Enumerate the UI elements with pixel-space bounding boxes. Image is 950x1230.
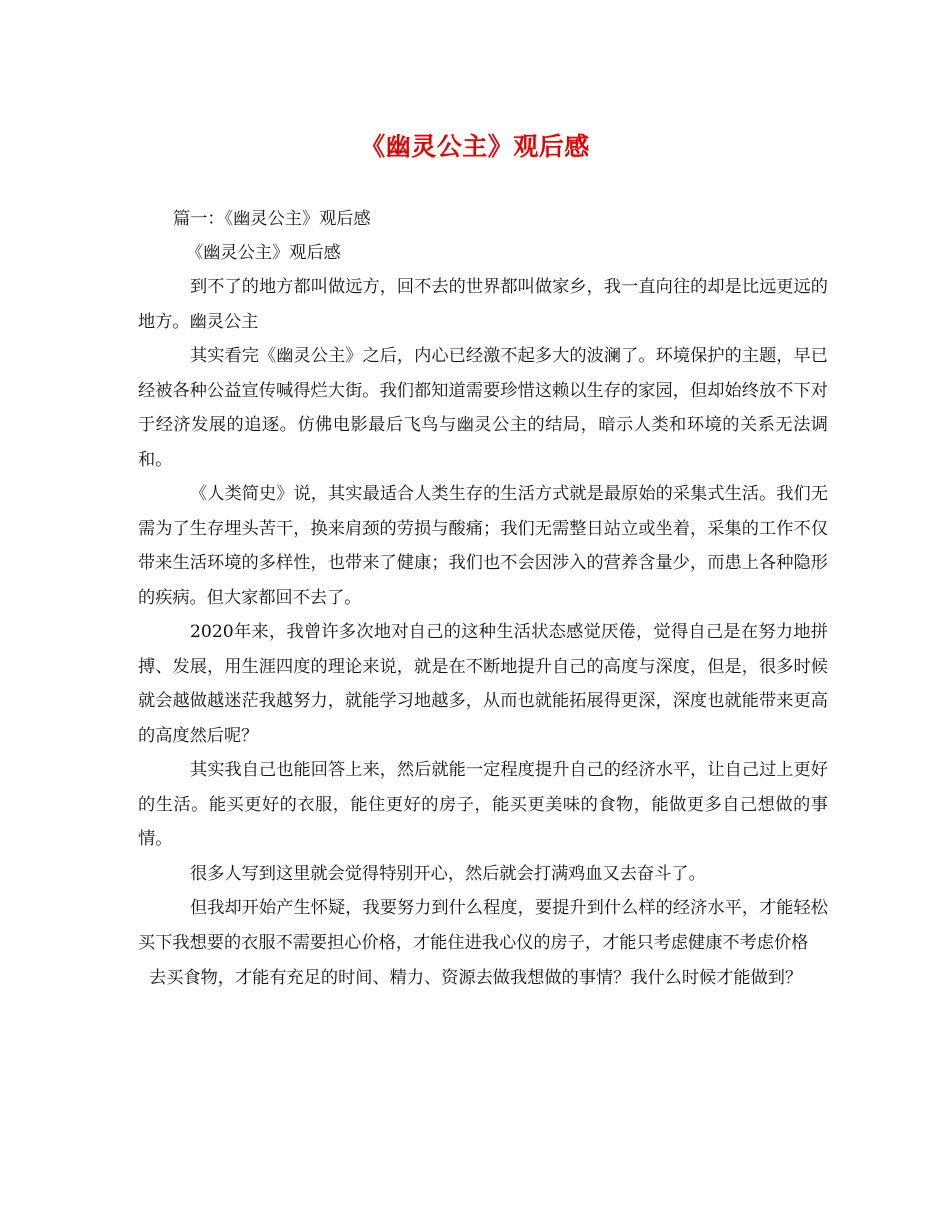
section-heading: 篇一：《幽灵公主》观后感 xyxy=(173,209,371,229)
paragraph: 2020年来，我曾许多次地对自己的这种生活状态感觉厌倦，觉得自己是在努力地拼搏、发展，用生涯四度的理论来说，就是在不断地提升自己的高度与深度，但是，很多时候就会越做越迷茫我越努力，就能学习地越多，从而也就能拓展得更深，深度也就能带来更高的高度然后呢？ xyxy=(138,622,828,746)
paragraph: 其实我自己也能回答上来，然后就能一定程度提升自己的经济水平，让自己过上更好的生活。能买更好的衣服，能住更好的房子，能买更美味的食物，能做更多自己想做的事情。 xyxy=(138,760,828,849)
document-title: 《幽灵公主》观后感 xyxy=(360,132,590,161)
paragraph: 很多人写到这里就会觉得特别开心，然后就会打满鸡血又去奋斗了。 xyxy=(190,863,706,884)
paragraph: 到不了的地方都叫做远方，回不去的世界都叫做家乡，我一直向往的却是比远更远的地方。幽灵公主 xyxy=(138,277,828,332)
subheading: 《幽灵公主》观后感 xyxy=(186,243,341,263)
paragraph: 去买食物，才能有充足的时间、精力、资源去做我想做的事情？我什么时候才能做到？ xyxy=(149,968,803,988)
document-body xyxy=(138,203,828,996)
paragraph: 其实看完《幽灵公主》之后，内心已经激不起多大的波澜了。环境保护的主题，早已经被各种公益宣传喊得烂大街。我们都知道需要珍惜这赖以生存的家园，但却始终放不下对于经济发展的追逐。仿佛电影最后飞鸟与幽灵公主的结局，暗示人类和环境的关系无法调和。 xyxy=(138,346,828,470)
paragraph: 但我却开始产生怀疑，我要努力到什么程度，要提升到什么样的经济水平，才能轻松买下我想要的衣服不需要担心价格，才能住进我心仪的房子，才能只考虑健康不考虑价格 xyxy=(138,898,828,953)
paragraph: 《人类简史》说，其实最适合人类生存的生活方式就是最原始的采集式生活。我们无需为了生存埋头苦干，换来肩颈的劳损与酸痛；我们无需整日站立或坐着，采集的工作不仅带来生活环境的多样性，也带来了健康；我们也不会因涉入的营养含量少，而患上各种隐形的疾病。但大家都回不去了。 xyxy=(138,484,828,608)
